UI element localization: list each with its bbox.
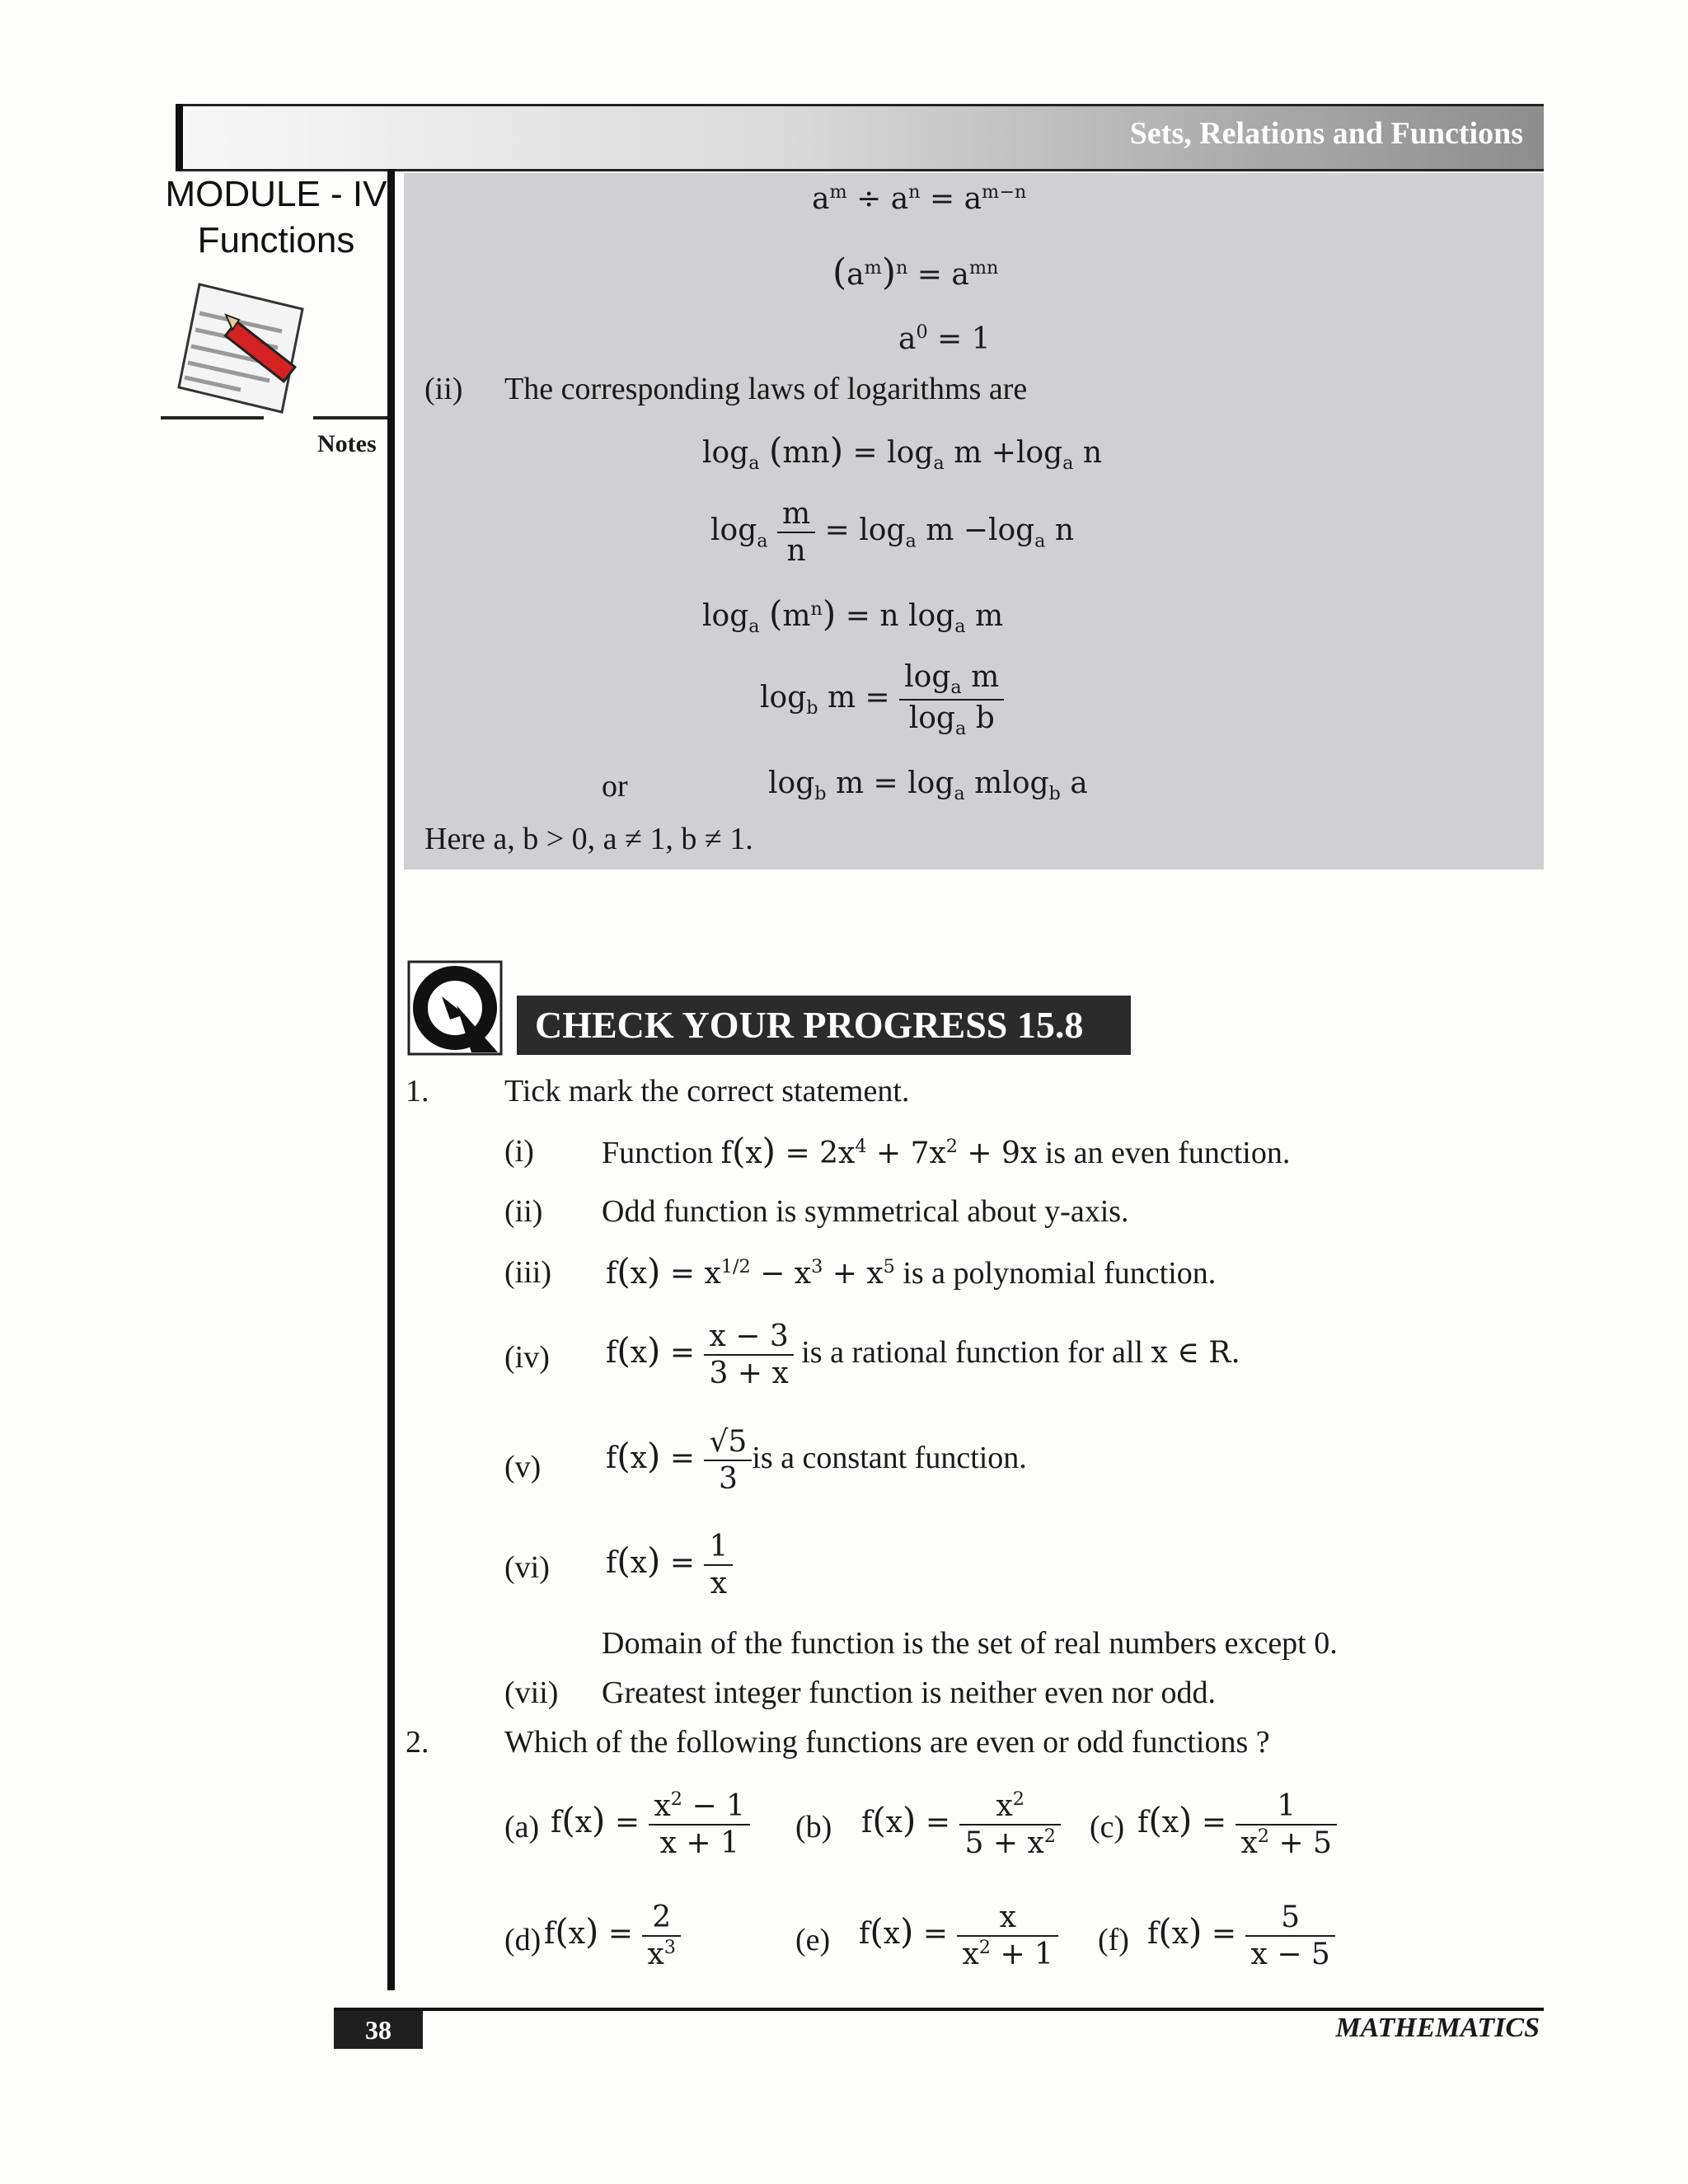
module-number: MODULE - IV xyxy=(165,174,387,214)
q2-option-label: (f) xyxy=(1098,1923,1129,1957)
footer-rule xyxy=(334,2008,1544,2011)
q1-item-label: (vi) xyxy=(504,1550,550,1585)
q2-number: 2. xyxy=(406,1725,429,1760)
header-bar-edge xyxy=(176,104,183,170)
q1-item-vi-note: Domain of the function is the set of real numbers except 0. xyxy=(602,1626,1338,1661)
q2-option-d: f(x) = $\frac{2}{x^3}$ xyxy=(544,1900,681,1972)
q1-item-label: (i) xyxy=(504,1134,534,1169)
notepad-pencil-icon xyxy=(175,280,315,416)
q1-item-iv-suffix: is a rational function for all xyxy=(801,1335,1143,1371)
notes-divider-gap xyxy=(264,416,313,419)
q1-item-vi: f(x) = $\frac{1}{x}$ xyxy=(606,1529,733,1601)
q1-item-ii: Odd function is symmetrical about y-axis. xyxy=(602,1194,1129,1229)
q2-option-f: f(x) = $\frac{5}{x - 5}$ xyxy=(1147,1900,1335,1972)
log-change-base-alt: $\log_b m = \log_a mlog_b$ a xyxy=(768,766,1088,805)
module-label xyxy=(165,171,387,264)
chapter-title: Sets, Relations and Functions xyxy=(1129,116,1523,151)
footer-subject: MATHEMATICS xyxy=(1335,2013,1540,2043)
q1-item-iv: f(x) = $\frac{x - 3}{3 + x}$ is a rational function for all x ∈ R. xyxy=(606,1319,1240,1391)
q1-item-label: (ii) xyxy=(504,1194,543,1229)
q2-option-label: (c) xyxy=(1090,1810,1125,1844)
log-change-base: $\log_b m$ = $\frac{\log_a m}{\log_a b}$ xyxy=(760,659,1004,740)
q1-item-vii: Greatest integer function is neither even nor odd. xyxy=(602,1675,1216,1710)
q2-option-label: (e) xyxy=(795,1923,831,1957)
q1-item-i: Function $f(x) = 2x^4 + 7x^2 + 9x$ is an even function. xyxy=(602,1131,1291,1171)
q1-item-iii-suffix: is a polynomial function. xyxy=(903,1256,1217,1291)
conditions: Here a, b > 0, a ≠ 1, b ≠ 1. xyxy=(424,822,753,856)
q1-item-label: (vii) xyxy=(504,1675,559,1710)
q1-item-label: (iii) xyxy=(504,1255,551,1290)
law-division: $a^m \div a^n = a^{m-n}$ xyxy=(812,181,1027,216)
q2-option-a: f(x) = $\frac{x^2 - 1}{x + 1}$ xyxy=(551,1788,750,1861)
margin-rule xyxy=(387,169,395,1990)
q2-option-c: f(x) = $\frac{1}{x^2 + 5}$ xyxy=(1137,1788,1337,1861)
q2-option-label: (d) xyxy=(504,1923,542,1957)
or-label: or xyxy=(602,769,628,804)
notes-label: Notes xyxy=(317,430,377,457)
log-product: $\log_a (mn) = \log_a m +\log_a$ n xyxy=(702,430,1103,475)
q1-item-i-suffix: is an even function. xyxy=(1044,1136,1291,1170)
page-number: 38 xyxy=(334,2011,423,2049)
q2-option-label: (a) xyxy=(504,1810,540,1844)
q1-number: 1. xyxy=(406,1074,429,1108)
q1-item-label: (v) xyxy=(504,1450,542,1484)
q1-item-iii: $f(x) = x^{1/2} - x^3 + x^5$ is a polynomial function. xyxy=(606,1251,1217,1291)
log-power: $\log_a (m^n) = n$ $\log_a m$ xyxy=(702,593,1004,638)
q2-option-label: (b) xyxy=(795,1810,832,1844)
item-ii-label: (ii) xyxy=(424,372,463,406)
q2-option-b: f(x) = $\frac{x^2}{5 + x^2}$ xyxy=(861,1788,1061,1861)
q1-item-label: (iv) xyxy=(504,1340,550,1375)
law-power: $(a^m)^n = a^{mn}$ xyxy=(832,251,999,293)
module-name: Functions xyxy=(197,220,355,260)
q1-item-v-suffix: is a constant function. xyxy=(752,1441,1027,1476)
law-zero: $a^0 = 1$ xyxy=(898,321,991,356)
q1-text: Tick mark the correct statement. xyxy=(504,1074,910,1108)
q-question-icon xyxy=(407,960,503,1056)
q2-text: Which of the following functions are even or odd functions ? xyxy=(504,1725,1270,1760)
item-ii-text: The corresponding laws of logarithms are xyxy=(504,372,1028,406)
q2-option-e: f(x) = $\frac{x}{x^2 + 1}$ xyxy=(859,1900,1058,1972)
log-quotient: $\log_a$ $\frac{m}{n}$ = $\log_a m -\log_a$ n xyxy=(710,497,1075,569)
check-progress-title: CHECK YOUR PROGRESS 15.8 xyxy=(517,996,1131,1055)
q1-item-v: f(x) = $\frac{√5}{3}$ is a constant function. xyxy=(606,1425,1027,1497)
